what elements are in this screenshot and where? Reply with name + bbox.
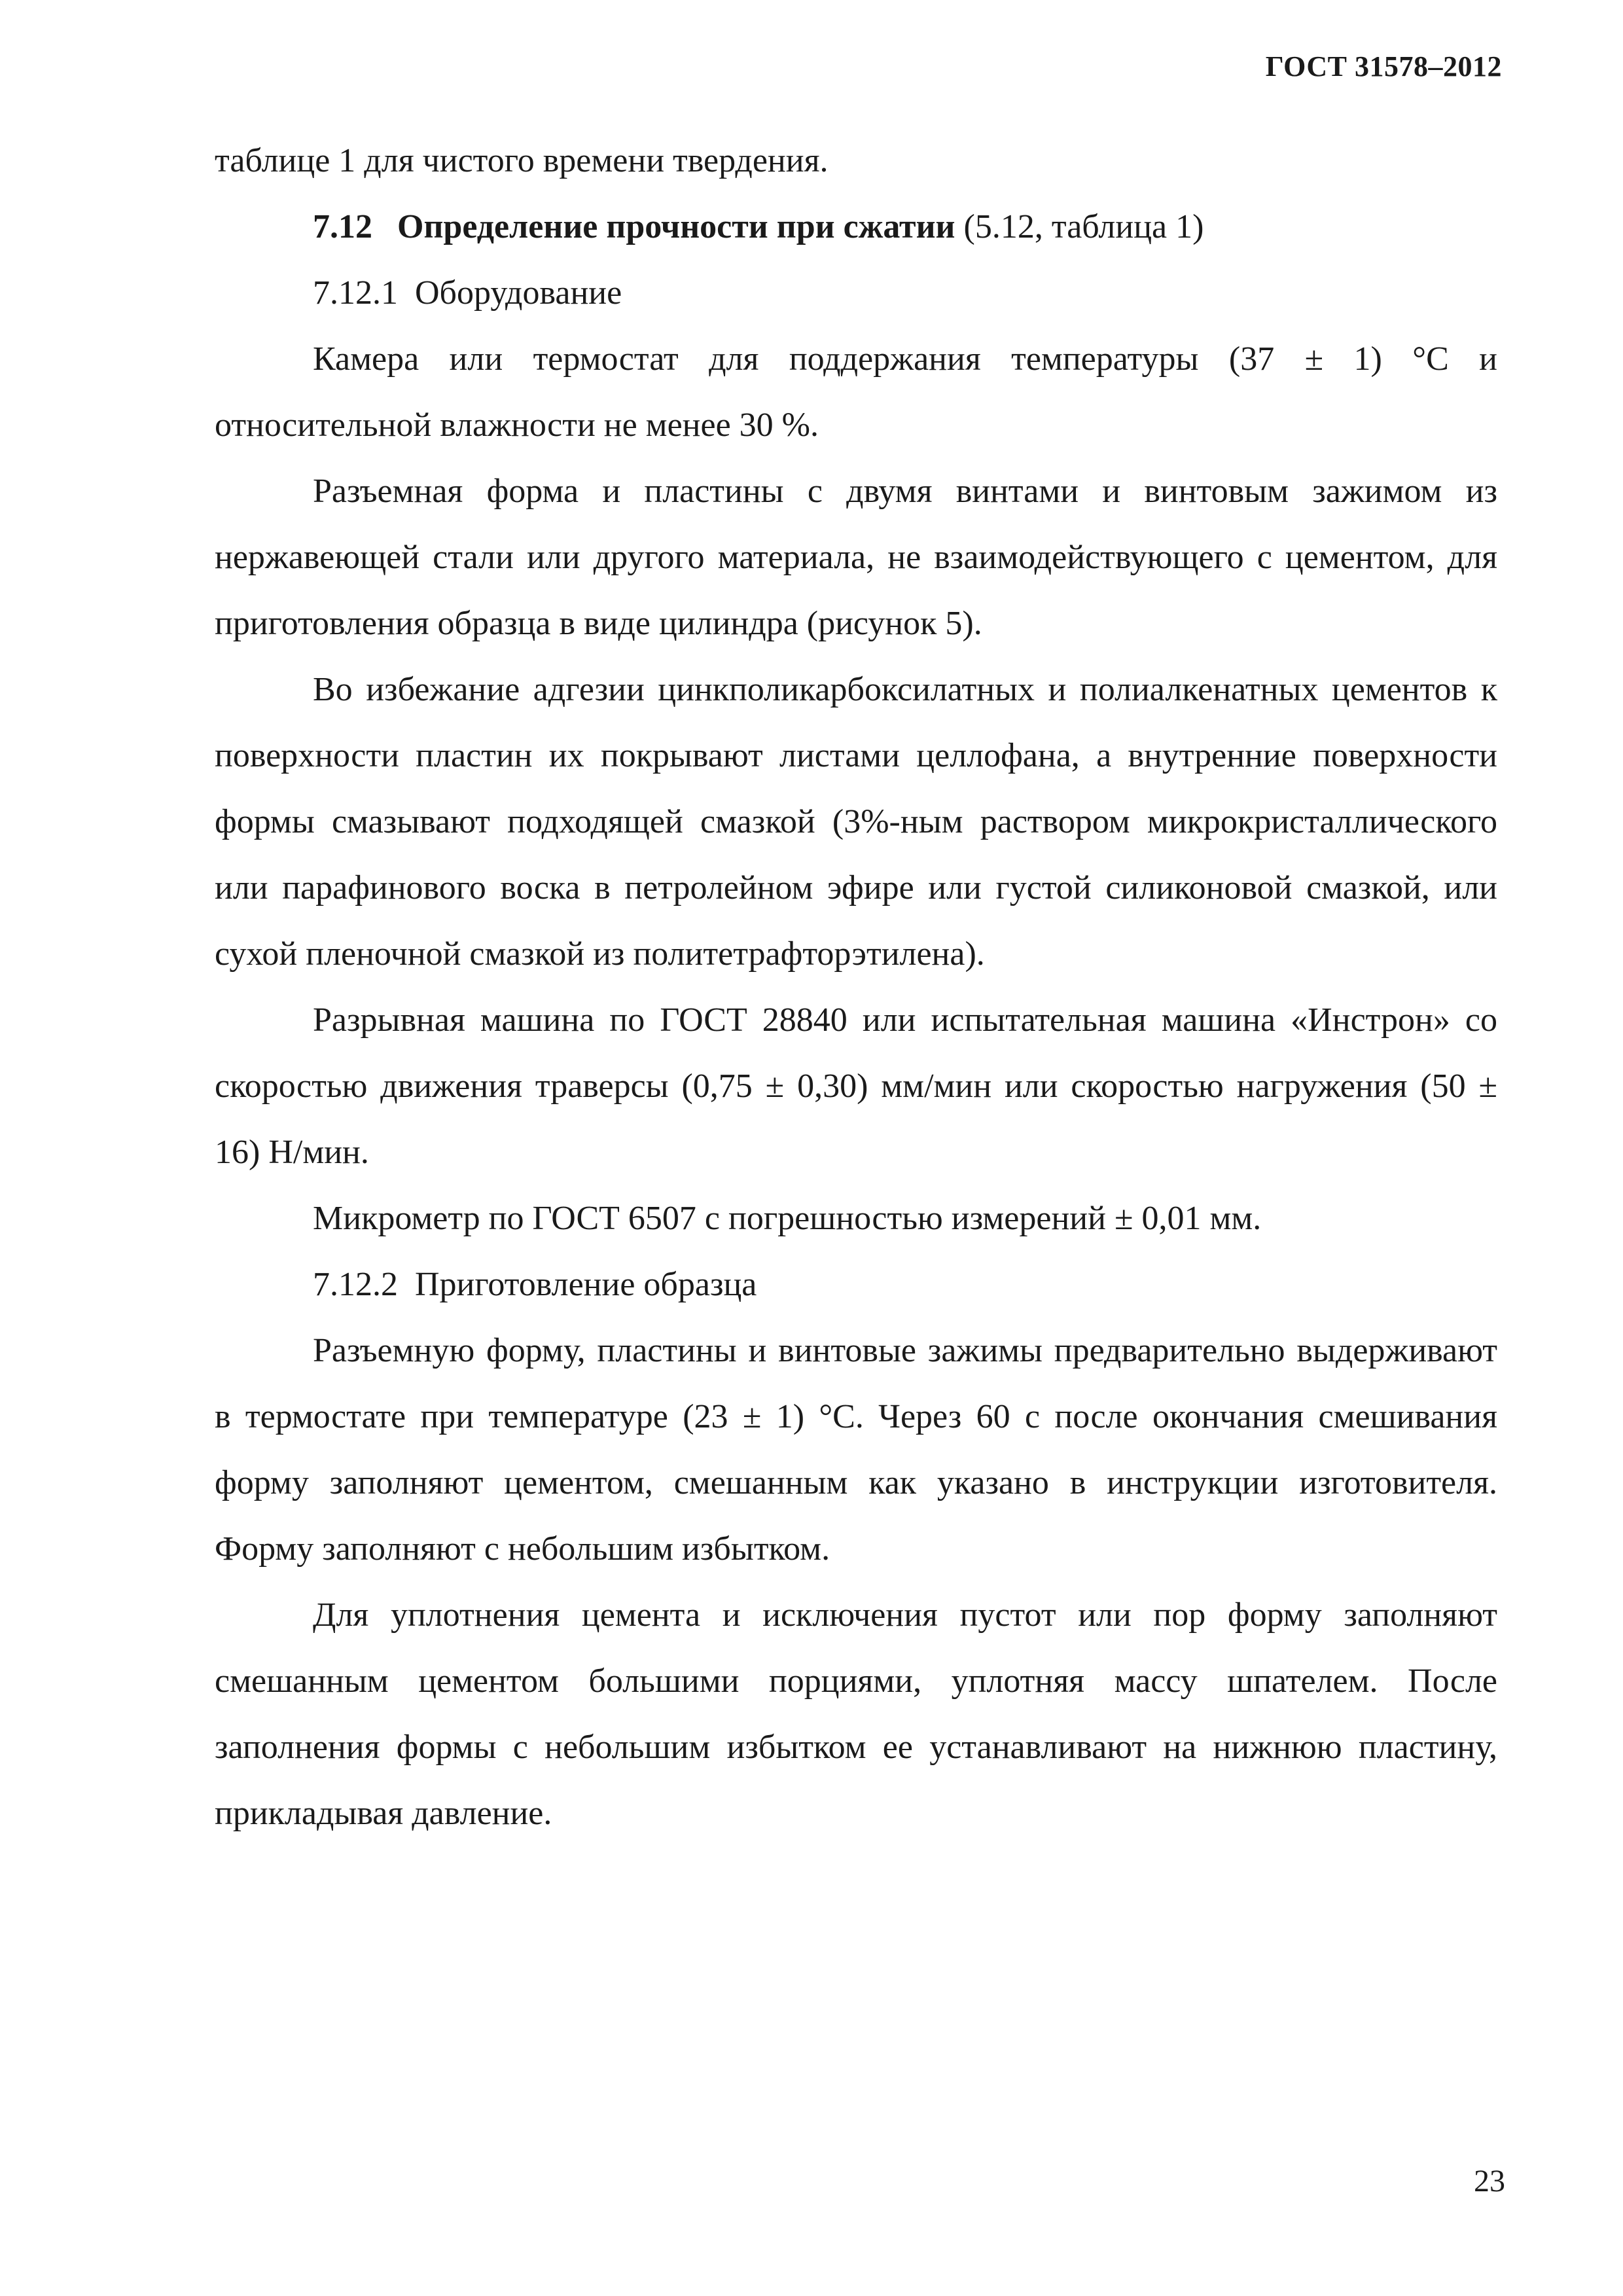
subsection-title: Оборудование bbox=[415, 274, 622, 312]
paragraph-adhesion: Во избежание адгезии цинкполикарбоксилатных и полиалкенатных цементов к поверхности пластин их покрывают листами целлофана, а внутренние поверхности формы смазывают подходящей смазкой (3%-ным раствором микрокристаллического или парафинового воска в петролейном эфире или густой силиконовой смазкой, или сухой пленочной смазкой из политетрафторэтилена). bbox=[215, 671, 1497, 973]
section-reference: (5.12, таблица 1) bbox=[955, 208, 1204, 245]
subsection-heading-equipment bbox=[215, 260, 1497, 326]
section-number: 7.12 bbox=[313, 208, 372, 245]
paragraph-camera: Камера или термостат для поддержания температуры (37 ± 1) °С и относительной влажности не менее 30 %. bbox=[215, 340, 1497, 444]
page-number: 23 bbox=[1474, 2164, 1505, 2198]
continued-paragraph: таблице 1 для чистого времени твердения. bbox=[215, 142, 829, 179]
subsection-heading-preparation bbox=[215, 1251, 1497, 1318]
section-title: Определение прочности при сжатии bbox=[397, 208, 955, 245]
subsection-title: Приготовление образца bbox=[415, 1266, 757, 1303]
subsection-number: 7.12.2 bbox=[313, 1266, 398, 1303]
subsection-number: 7.12.1 bbox=[313, 274, 398, 312]
paragraph-micrometer: Микрометр по ГОСТ 6507 с погрешностью измерений ± 0,01 мм. bbox=[313, 1200, 1262, 1237]
standard-designation: ГОСТ 31578–2012 bbox=[1265, 50, 1502, 82]
document-body bbox=[215, 128, 1497, 1846]
paragraph-machine: Разрывная машина по ГОСТ 28840 или испытательная машина «Инстрон» со скоростью движения траверсы (0,75 ± 0,30) мм/мин или скоростью нагружения (50 ± 16) Н/мин. bbox=[215, 1001, 1497, 1171]
section-heading bbox=[215, 194, 1497, 260]
paragraph-compaction: Для уплотнения цемента и исключения пустот или пор форму заполняют смешанным цементом большими порциями, уплотняя массу шпателем. После заполнения формы с небольшим избытком ее устанавливают на нижнюю пластину, прикладывая давление. bbox=[215, 1596, 1497, 1832]
paragraph-preparation: Разъемную форму, пластины и винтовые зажимы предварительно выдерживают в термостате при температуре (23 ± 1) °С. Через 60 с после окончания смешивания форму заполняют цементом, смешанным как указано в инструкции изготовителя. Форму заполняют с небольшим избытком. bbox=[215, 1332, 1497, 1568]
paragraph-form: Разъемная форма и пластины с двумя винтами и винтовым зажимом из нержавеющей стали или другого материала, не взаимодействующего с цементом, для приготовления образца в виде цилиндра (рисунок 5). bbox=[215, 473, 1497, 642]
